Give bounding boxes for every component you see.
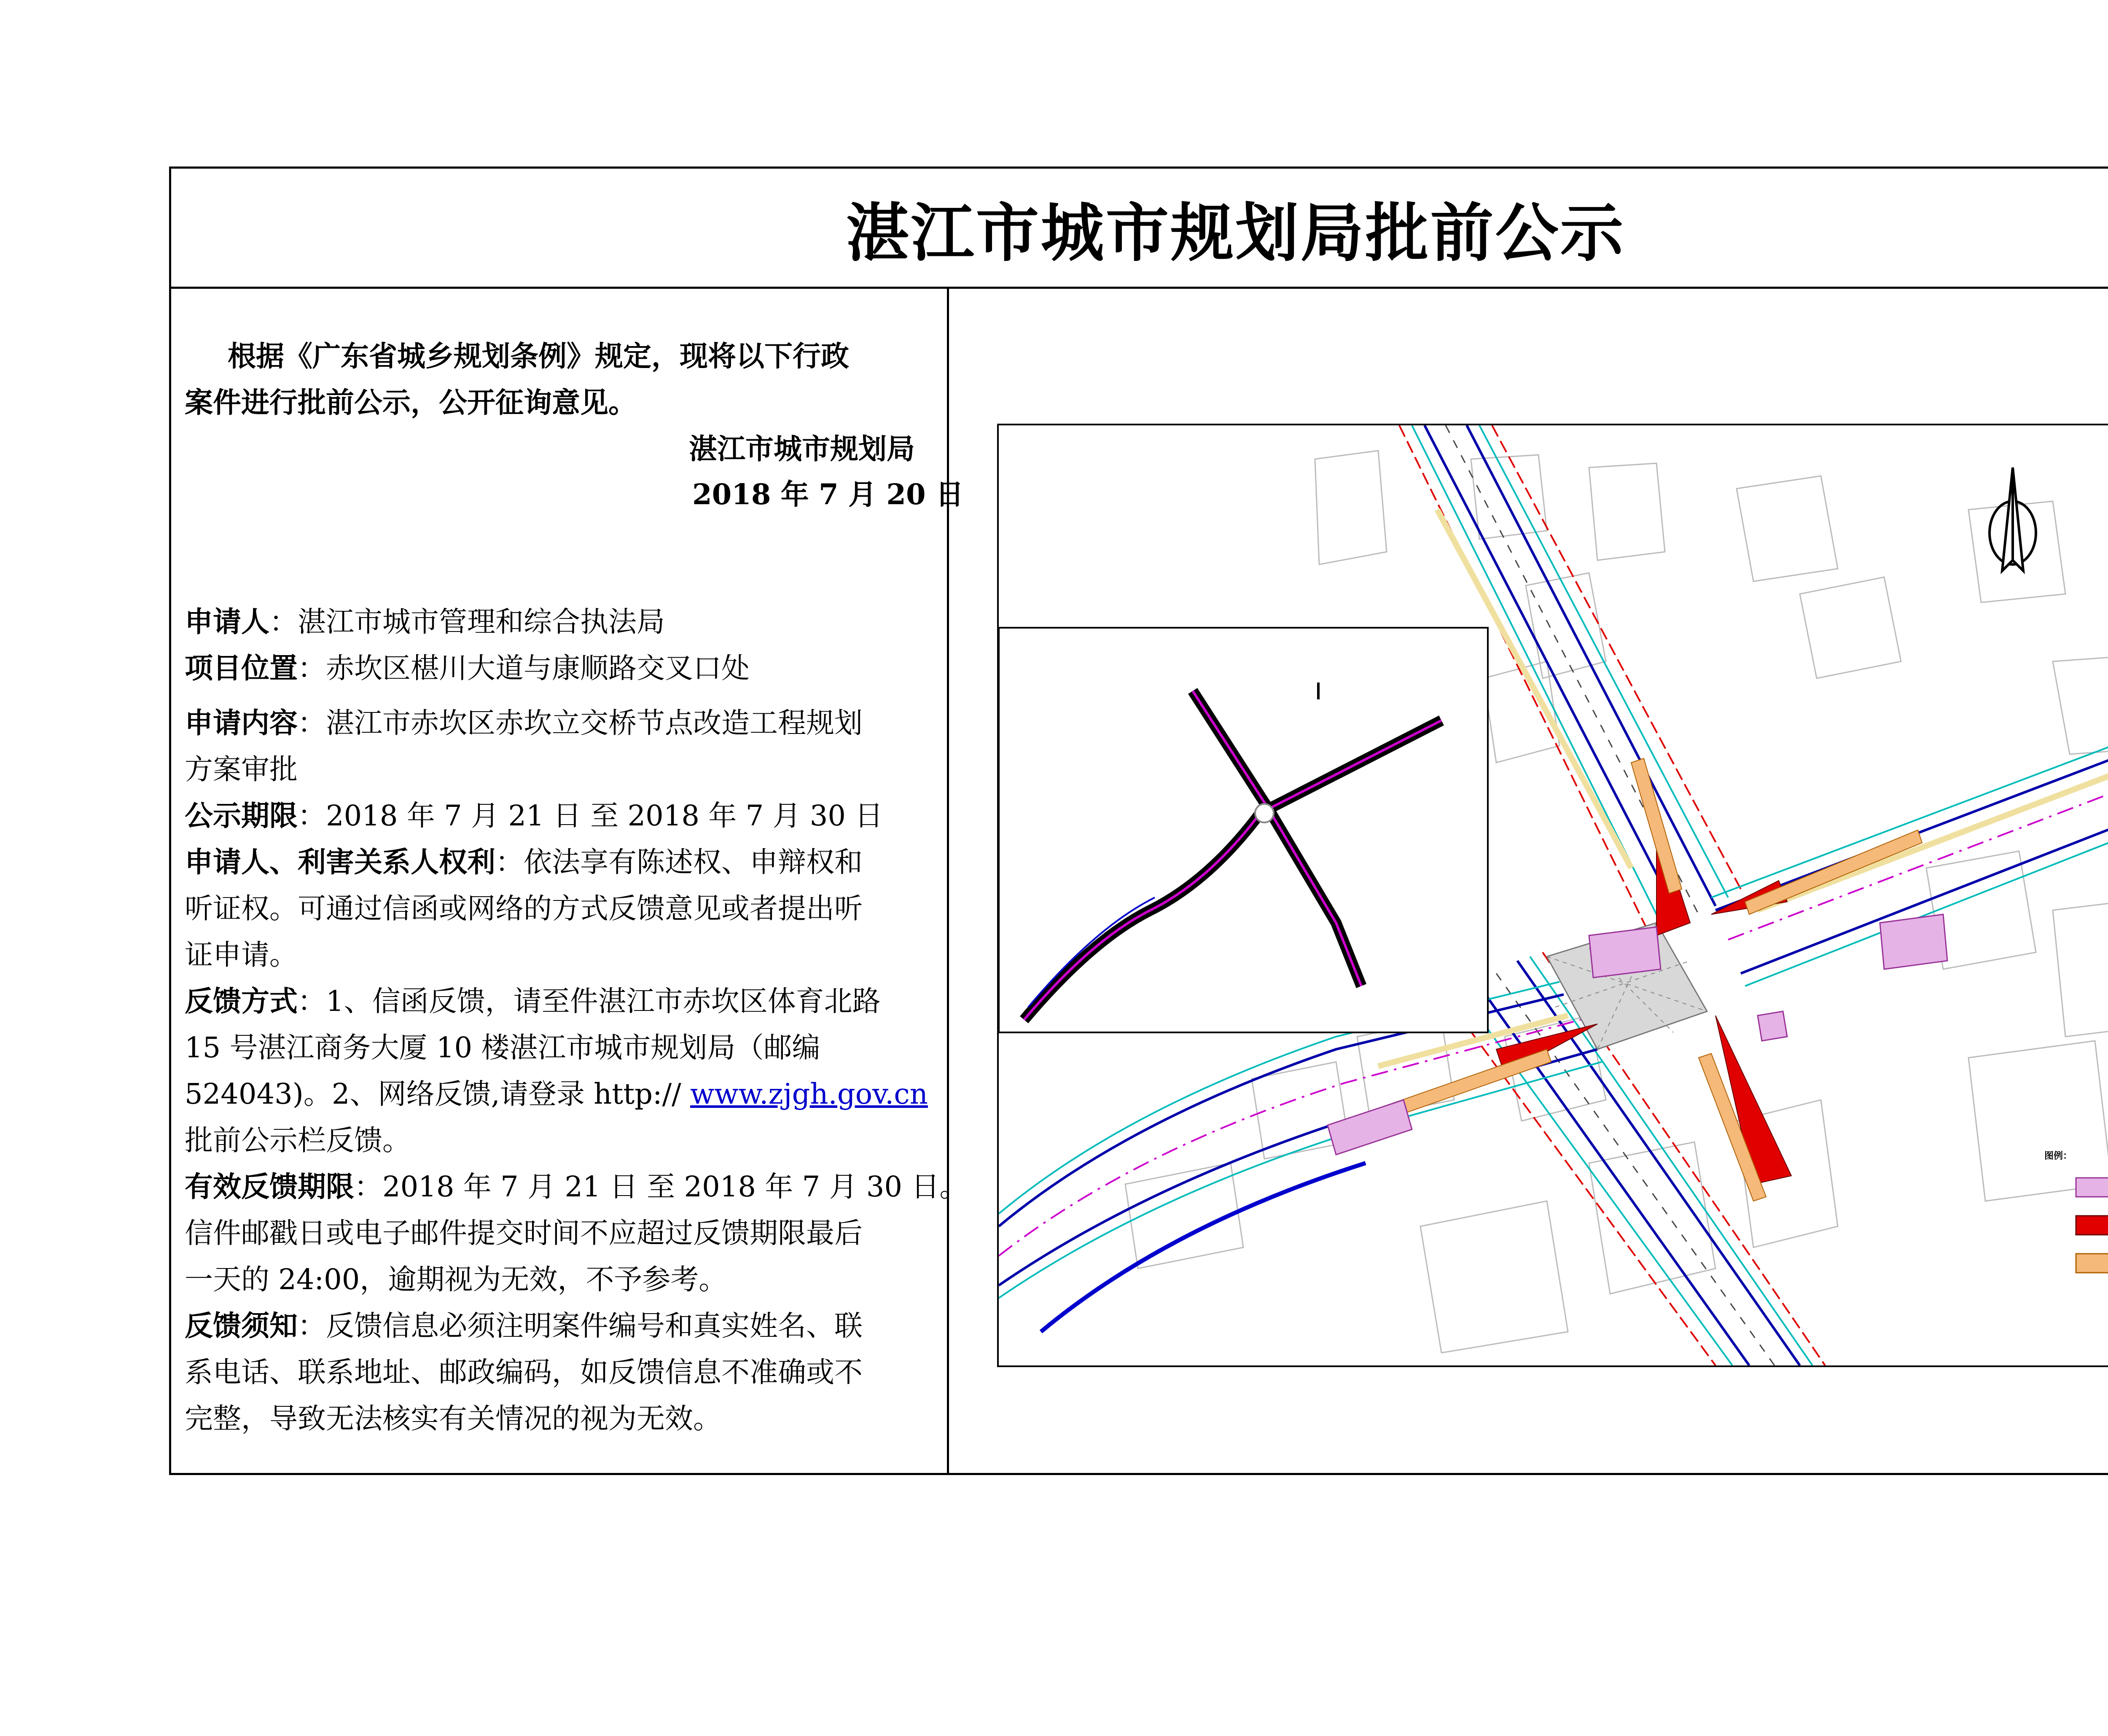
issuer: 湛江市城市规划局 (689, 432, 915, 465)
applicant-label: 申请人 (185, 605, 269, 638)
notice-row (185, 1305, 863, 1347)
rights-value: ：依法享有陈述权、申辩权和 (495, 846, 863, 879)
intro-line-2: 案件进行批前公示，公开征询意见。 (185, 386, 637, 419)
feedback-value-3 (185, 1073, 928, 1115)
notice-value-3: 完整，导致无法核实有关情况的视为无效。 (185, 1402, 721, 1435)
notice-value-2: 系电话、联系地址、邮政编码，如反馈信息不准确或不 (185, 1356, 863, 1389)
feedback-value: ：1、信函反馈，请至件湛江市赤坎区体育北路 (298, 985, 881, 1018)
valid-row (185, 1166, 968, 1208)
period-label: 公示期限 (185, 799, 298, 832)
valid-value: ：2018 年 7 月 21 日 至 2018 年 7 月 30 日。 (354, 1170, 968, 1203)
legend-swatch-non-motorized (2076, 1216, 2108, 1235)
content-value-cont: 方案审批 (185, 753, 298, 786)
legend-swatch-left-turn (2076, 1254, 2108, 1273)
rights-value-2: 听证权。可通过信函或网络的方式反馈意见或者提出听 (185, 892, 863, 925)
feedback-label: 反馈方式 (185, 984, 298, 1018)
location-row (185, 647, 750, 689)
valid-value-2: 信件邮戳日或电子邮件提交时间不应超过反馈期限最后 (185, 1217, 863, 1250)
legend-swatch-demolition (2076, 1178, 2108, 1197)
feedback-website-link[interactable]: www.zjgh.gov.cn (690, 1078, 928, 1110)
notice-label: 反馈须知 (185, 1309, 298, 1342)
title-row (171, 169, 2108, 289)
site-plan-drawing (999, 425, 2108, 1365)
applicant-row (185, 601, 665, 643)
site-plan-map (997, 424, 2108, 1367)
north-arrow-icon (1990, 468, 2036, 571)
valid-value-3: 一天的 24:00，逾期视为无效，不予参考。 (185, 1263, 727, 1296)
notice-value: ：反馈信息必须注明案件编号和真实姓名、联 (298, 1309, 863, 1342)
period-value: ：2018 年 7 月 21 日 至 2018 年 7 月 30 日 (298, 799, 883, 832)
feedback-value-4: 批前公示栏反馈。 (185, 1124, 411, 1157)
applicant-value: ：湛江市城市管理和综合执法局 (269, 605, 665, 638)
rights-value-3: 证申请。 (185, 938, 298, 971)
period-row (185, 795, 883, 837)
intro-line-1: 根据《广东省城乡规划条例》规定，现将以下行政 (228, 339, 849, 373)
inset-overview-map (999, 628, 1488, 1032)
rights-label: 申请人、利害关系人权利 (185, 845, 495, 879)
feedback-value-2: 15 号湛江商务大厦 10 楼湛江市城市规划局（邮编 (185, 1031, 820, 1064)
legend-title: 图例： (2044, 1150, 2073, 1161)
feedback-row (185, 980, 881, 1022)
content-row (185, 702, 863, 744)
legend (2044, 1150, 2108, 1273)
location-value: ：赤坎区椹川大道与康顺路交叉口处 (298, 652, 750, 685)
feedback-value-3a: 524043)。2、网络反馈,请登录 http:// (185, 1078, 681, 1110)
rights-row (185, 841, 863, 883)
valid-label: 有效反馈期限 (185, 1170, 354, 1203)
location-label: 项目位置 (185, 651, 298, 685)
issue-date: 2018 年 7 月 20 日 (692, 478, 964, 511)
content-value: ：湛江市赤坎区赤坎立交桥节点改造工程规划 (298, 707, 863, 739)
content-label: 申请内容 (185, 706, 298, 739)
page-title: 湛江市城市规划局批前公示 (846, 196, 1625, 270)
